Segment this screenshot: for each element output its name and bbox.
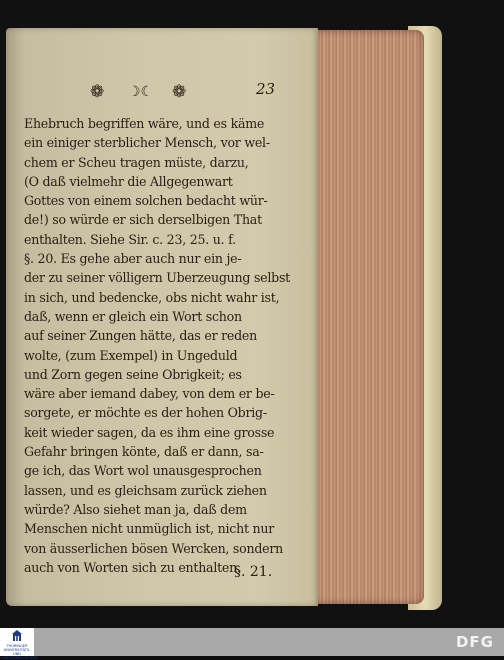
text-line: von äusserlichen bösen Wercken, sondern [24, 540, 283, 556]
ornament-center-icon: ☽☾ [128, 84, 154, 100]
page-header [90, 80, 280, 104]
page-edges [312, 30, 424, 604]
page-number: 23 [256, 80, 276, 98]
dfg-logo[interactable]: DFG [455, 633, 494, 651]
text-line: Gefahr bringen könte, daß er dann, sa- [24, 444, 264, 460]
text-line: der zu seiner völligern Uberzeugung selbst [24, 270, 290, 286]
text-line: (O daß vielmehr die Allgegenwart [24, 173, 233, 189]
text-line: keit wieder sagen, da es ihm eine grosse [24, 424, 275, 440]
text-line: ge ich, das Wort wol unausgesprochen [24, 463, 262, 479]
text-line: ein einiger sterblicher Mensch, vor wel- [24, 135, 270, 151]
text-line: in sich, und bedencke, obs nicht wahr ist, [24, 289, 280, 305]
library-logo[interactable] [0, 628, 37, 660]
text-line: sorgete, er möchte es der hohen Obrig- [24, 405, 267, 421]
text-line: de!) so würde er sich derselbigen That [24, 212, 262, 228]
text-line: chem er Scheu tragen müste, darzu, [24, 154, 249, 170]
text-line: wolte, (zum Exempel) in Ungeduld [24, 347, 238, 363]
text-line: §. 20. Es gehe aber auch nur ein je- [24, 251, 242, 267]
catchword: §. 21. [234, 564, 273, 580]
book-page [6, 28, 318, 606]
text-line: wäre aber iemand dabey, von dem er be- [24, 386, 275, 402]
text-line: Ehebruch begriffen wäre, und es käme [24, 116, 265, 131]
text-line: auch von Worten sich zu enthalten. [24, 559, 241, 575]
library-logo-icon [12, 630, 22, 642]
body-text [24, 114, 306, 577]
ornament-left-icon: ❁ [90, 82, 105, 102]
text-line: daß, wenn er gleich ein Wort schon [24, 308, 242, 324]
text-line: lassen, und es gleichsam zurück ziehen [24, 482, 267, 498]
text-line: enthalten. Siehe Sir. c. 23, 25. u. f. [24, 231, 236, 247]
text-line: und Zorn gegen seine Obrigkeit; es [24, 366, 242, 382]
ornament-right-icon: ❁ [172, 82, 187, 102]
text-line: würde? Also siehet man ja, daß dem [24, 501, 247, 517]
text-line: Gottes von einem solchen bedacht wür- [24, 193, 268, 209]
library-logo-text: THÜRINGER UNIVERSITÄTS- UND LANDESBIBLIOTHEK [1, 644, 37, 660]
text-line: auf seiner Zungen hätte, das er reden [24, 328, 257, 344]
viewer-footer [0, 628, 504, 656]
text-line: Menschen nicht unmüglich ist, nicht nur [24, 521, 274, 537]
